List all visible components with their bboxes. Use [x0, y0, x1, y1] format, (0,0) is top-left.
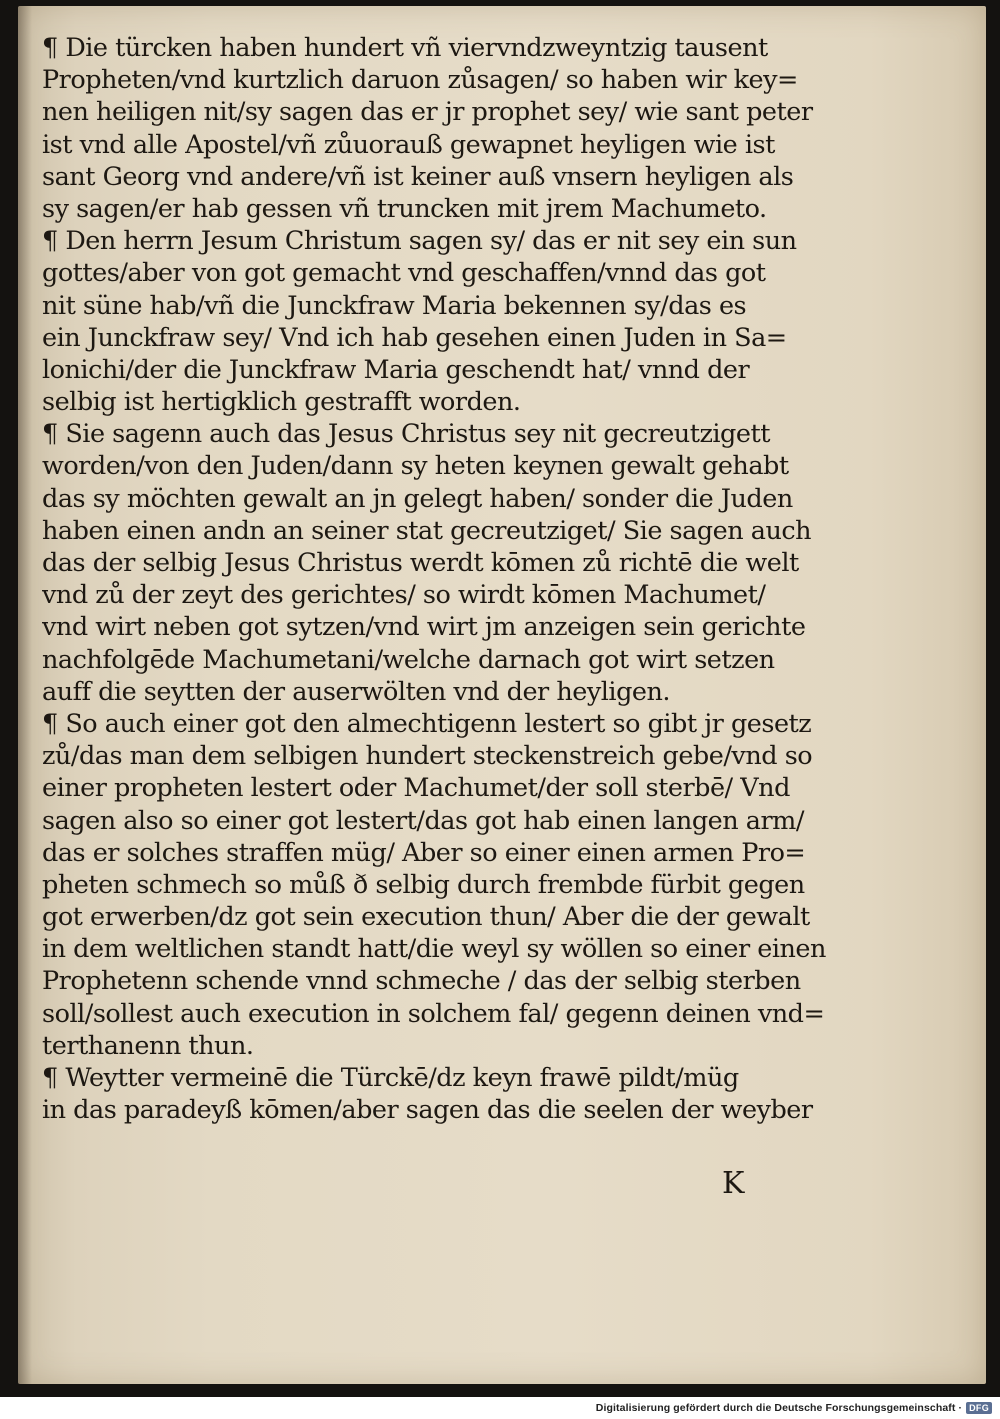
text-line: in dem weltlichen standt hatt/die weyl sy wöllen so einer einen — [42, 934, 826, 965]
text-line: Prophetenn schende vnnd schmeche / das der selbig sterben — [42, 966, 801, 997]
text-line: ist vnd alle Apostel/vñ zůuorauß gewapnet heyligen wie ist — [42, 129, 775, 160]
text-line: einer propheten lestert oder Machumet/der soll sterbē/ Vnd — [42, 773, 790, 804]
text-line: terthanenn thun. — [42, 1030, 254, 1061]
text-line: ¶ Weytter vermeinē die Türckē/dz keyn frawē pildt/müg — [42, 1063, 739, 1093]
text-line: soll/sollest auch execution in solchem fal/ gegenn deinen vnd= — [42, 998, 825, 1029]
dfg-logo: DFG — [966, 1402, 992, 1414]
text-line: worden/von den Juden/dann sy heten keynen gewalt gehabt — [42, 451, 789, 482]
text-line: vnd zů der zeyt des gerichtes/ so wirdt kōmen Machumet/ — [42, 580, 766, 611]
text-line: Propheten/vnd kurtzlich daruon zůsagen/ so haben wir key= — [42, 65, 798, 96]
text-line: auff die seytten der auserwölten vnd der heyligen. — [42, 676, 671, 707]
text-line: lonichi/der die Junckfraw Maria geschendt hat/ vnnd der — [42, 354, 750, 385]
text-line: zů/das man dem selbigen hundert steckenstreich gebe/vnd so — [42, 741, 813, 772]
text-line: vnd wirt neben got sytzen/vnd wirt jm anzeigen sein gerichte — [42, 612, 806, 643]
text-line: in das paradeyß kōmen/aber sagen das die seelen der weyber — [42, 1095, 813, 1126]
text-line: pheten schmech so můß ð selbig durch frembde fürbit gegen — [42, 869, 805, 900]
text-line: das der selbig Jesus Christus werdt kōmen zů richtē die welt — [42, 548, 799, 578]
text-line: ¶ Die türcken haben hundert vñ viervndzweyntzig tausent — [42, 33, 768, 63]
text-line: das sy möchten gewalt an jn gelegt haben/ sonder die Juden — [42, 483, 793, 514]
text-line: nen heiligen nit/sy sagen das er jr prophet sey/ wie sant peter — [42, 97, 813, 128]
footer-credit-bar — [596, 1400, 992, 1416]
text-line: nachfolgēde Machumetani/welche darnach got wirt setzen — [42, 644, 775, 675]
text-line: ein Junckfraw sey/ Vnd ich hab gesehen einen Juden in Sa= — [42, 322, 787, 353]
page-gutter-shadow — [18, 6, 32, 1384]
signature-mark: K — [722, 1166, 745, 1201]
text-line: haben einen andn an seiner stat gecreutziget/ Sie sagen auch — [42, 515, 812, 546]
text-line: got erwerben/dz got sein execution thun/ Aber die der gewalt — [42, 902, 810, 933]
text-line: das er solches straffen müg/ Aber so einer einen armen Pro= — [42, 837, 806, 868]
text-line: ¶ So auch einer got den almechtigenn lestert so gibt jr gesetz — [42, 708, 812, 739]
funding-credit-text: Digitalisierung gefördert durch die Deutsche Forschungsgemeinschaft · — [595, 1402, 963, 1414]
page-text-block — [42, 32, 842, 1126]
text-line: gottes/aber von got gemacht vnd geschaffen/vnnd das got — [42, 258, 766, 289]
text-line: ¶ Den herrn Jesum Christum sagen sy/ das er nit sey ein sun — [42, 226, 797, 257]
text-line: nit süne hab/vñ die Junckfraw Maria bekennen sy/das es — [42, 290, 747, 321]
text-line: sant Georg vnd andere/vñ ist keiner auß vnsern heyligen als — [42, 161, 794, 192]
text-line: sagen also so einer got lestert/das got hab einen langen arm/ — [42, 805, 804, 836]
text-line: sy sagen/er hab gessen vñ truncken mit jrem Machumeto. — [42, 193, 767, 224]
text-line: ¶ Sie sagenn auch das Jesus Christus sey nit gecreutzigett — [42, 419, 770, 450]
text-line: selbig ist hertigklich gestrafft worden. — [42, 387, 521, 418]
scanned-page — [18, 6, 986, 1384]
